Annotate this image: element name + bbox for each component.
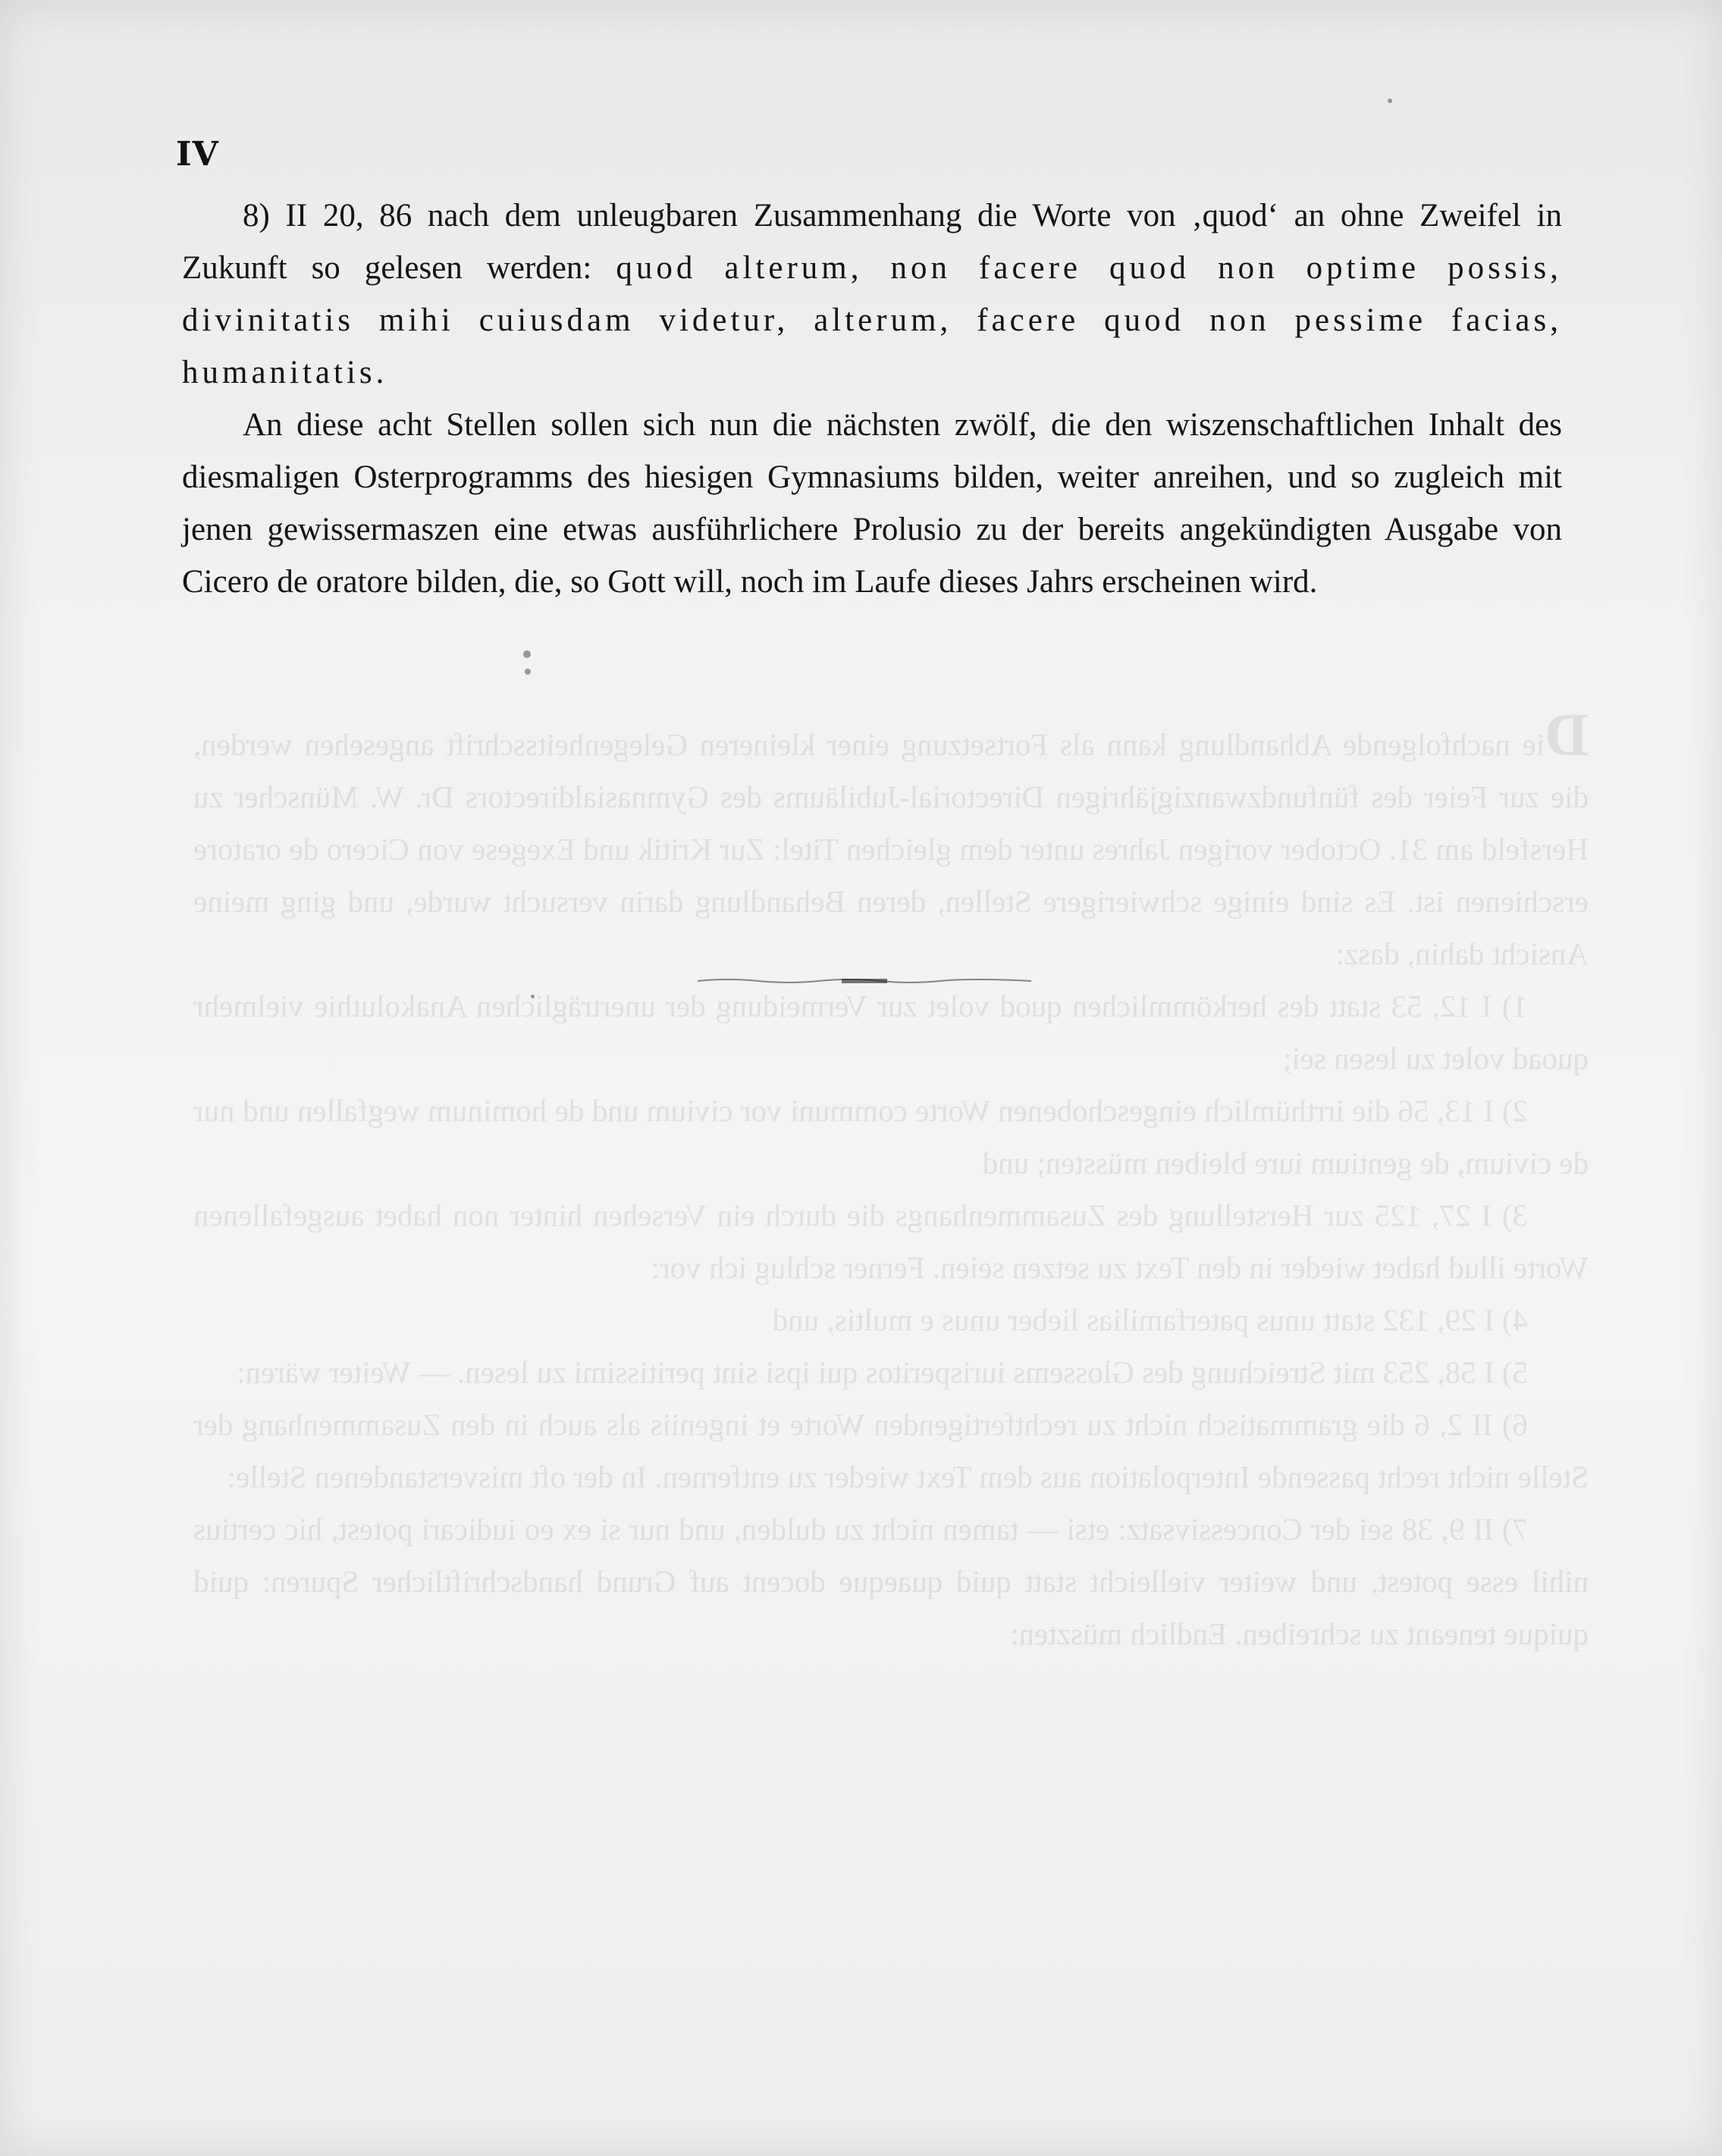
ink-speck: [1388, 99, 1392, 103]
ornamental-rule: [698, 978, 1031, 984]
bleed-item: 4) I 29, 132 statt unus paterfamilias lieber unus e multis, und: [772, 1302, 1528, 1337]
bleed-dropcap: D: [1545, 702, 1589, 769]
bleed-item: 1) I 12, 53 statt des herkömmlichen quod volet zur Vermeidung der unerträglichen Anakoluthie vielmehr quoad volet zu lesen sei;: [193, 989, 1589, 1076]
paragraph-intro: 8) II 20, 86 nach dem unleugbaren Zusammenhang die Worte von ‚quod‘ an ohne Zweifel in Zukunft so gelesen werden:: [182, 198, 1562, 286]
latin-quote: quod alterum, non facere quod non optime possis, divinitatis mihi cuiusdam videtur, alterum, facere quod non pessime facias, humanitatis.: [182, 250, 1562, 390]
paragraph-item-8: [182, 190, 1562, 399]
ink-speck: [523, 650, 531, 658]
bleed-through-text: [193, 702, 1589, 1660]
bleed-item: 7) II 9, 38 sei der Concessivsatz: etsi — tamen nicht zu dulden, und nur si ex eo iudicari potest, hic certius nihil esse potest, und weiter vielleicht statt quid quaeque docent auf Grund handschriftlicher Spuren: quid quique teneant zu schreiben. Endlich müszten:: [193, 1512, 1589, 1651]
paragraph-continuation: An diese acht Stellen sollen sich nun die nächsten zwölf, die den wiszenschaftlichen Inhalt des diesmaligen Osterprogramms des hiesigen Gymnasiums bilden, weiter anreihen, und so zugleich mit jenen gewissermaszen eine etwas ausführlichere Prolusio zu der bereits angekündigten Ausgabe von Cicero de oratore bilden, die, so Gott will, noch im Laufe dieses Jahrs erscheinen wird.: [182, 407, 1562, 600]
bleed-item: 2) I 13, 56 die irrthümlich eingeschobenen Worte communi vor civium und de hominum wegfallen und nur de civium, de gentium iure bleiben müssten; und: [193, 1093, 1589, 1180]
ink-speck: [525, 669, 531, 675]
bleed-paragraph: ie nachfolgende Abhandlung kann als Fortsetzung einer kleineren Gelegenheitsschrift angesehen werden, die zur Feier des fünfundzwanzigjährigen Directorial-Jubiläums des Gymnasialdirectors Dr. W. Münscher zu Hersfeld am 31. October vorigen Jahres unter dem gleichen Titel: Zur Kritik und Exegese von Cicero de oratore erschienen ist. Es sind einige schwierigere Stellen, deren Behandlung darin versucht wurde, und ging meine Ansicht dahin, dasz:: [193, 727, 1589, 971]
bleed-item: 5) I 58, 253 mit Streichung des Glossems iurisperitos qui ipsi sint peritissimi zu lesen. — Weiter wären:: [237, 1355, 1528, 1390]
ink-speck: [531, 995, 535, 998]
bleed-item: 6) II 2, 6 die grammatisch nicht zu rechtfertigenden Worte et ingeniis als auch in den Zusammenhang der Stelle nicht recht passende Interpolation aus dem Text wieder zu entfernen. In der oft misverstandenen Stelle:: [193, 1407, 1589, 1494]
page-number: IV: [176, 135, 219, 174]
body-text: [182, 190, 1562, 608]
bleed-item: 3) I 27, 125 zur Herstellung des Zusammenhangs die durch ein Versehen hinter non habet ausgefallenen Worte illud habet wieder in den Text zu setzen seien. Ferner schlug ich vor:: [193, 1198, 1589, 1285]
